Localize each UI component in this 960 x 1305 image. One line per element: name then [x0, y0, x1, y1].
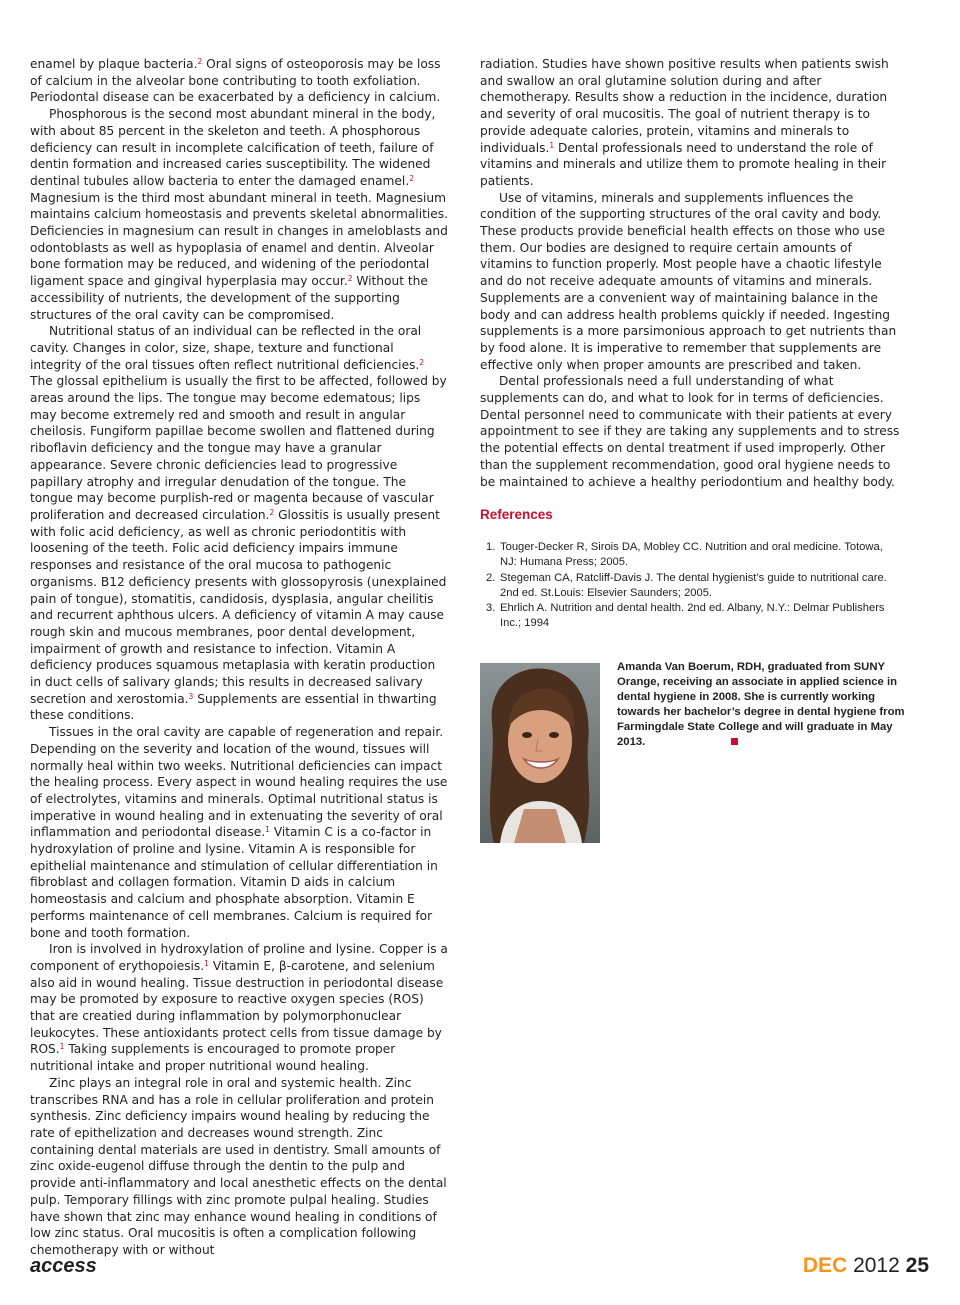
page-folio [803, 1254, 929, 1278]
paragraph: Zinc plays an integral role in oral and systemic health. Zinc transcribes RNA and has a role in cellular proliferation and protein synthesis. Zinc deficiency impairs wound healing by reducing the rate of epithelization and decreases wound strength. Zinc containing dental materials are used in dentistry. Small amounts of zinc oxide-eugenol diffuse through the dentin to the pulp and provide anti-inflammatory and local anesthetic effects on the dental pulp. Temporary fillings with zinc promote pulpal healing. Studies have shown that zinc may enhance wound healing in conditions of low zinc status. Oral mucositis is often a complication following chemotherapy with or without [30, 1075, 447, 1257]
page-number: 25 [905, 1254, 929, 1277]
paragraph: Tissues in the oral cavity are capable of regeneration and repair. Depending on the severity and location of the wound, tissues will normally heal within two weeks. Nutritional deficiencies can impact the healing process. Every aspect in wound healing requires the use of electrolytes, vitamins and minerals. Optimal nutritional status is imperative in wound healing and in extenuating the severity of oral inflammation and periodontal disease.$^1$ Vitamin C is a co-factor in hydroxylation of proline and lysine. Vitamin A is responsible for epithelial maintenance and stimulation of cellular differentiation in fibroblast and collagen formation. Vitamin D aids in calcium homeostasis and calcium and phosphate absorption. Vitamin E performs maintenance of cell membranes. Calcium is required for bone and tooth formation. [30, 725, 448, 940]
paragraph: enamel by plaque bacteria.$^2$ Oral signs of osteoporosis may be loss of calcium in the alveolar bone contributing to tooth exfoliation. Periodontal disease can be exacerbated by a deficiency in calcium. [30, 57, 441, 105]
issue-year: 2012 [853, 1254, 900, 1277]
paragraph: Dental professionals need a full understanding of what supplements can do, and what to look for in terms of deficiencies. Dental personnel need to communicate with their patients at every appointment to see if they are taking any supplements and to stress the potential effects on dental treatment if used improperly. Other than the supplement recommendation, good oral hygiene needs to be maintained to achieve a healthy periodontium and healthy body. [480, 374, 900, 489]
author-portrait [480, 663, 600, 843]
paragraph: Nutritional status of an individual can be reflected in the oral cavity. Changes in color, size, shape, texture and functional integrity of the oral tissues often reflect nutritional deficiencies.$^2$ The glossal epithelium is usually the first to be affected, followed by areas around the lips. The tongue may become edematous; lips may become extremely red and smooth and result in angular cheilosis. Fungiform papillae become swollen and flattened during riboflavin deficiency and the tongue may have a granular appearance. Severe chronic deficiencies lead to progressive papillary atrophy and irregular denudation of the tongue. The tongue may become purplish-red or magenta because of vascular proliferation and decreased circulation.$^2$ Glossitis is usually present with folic acid deficiency, as well as chronic periodontitis with loosening of the teeth. Folic acid deficiency impairs immune responses and resistance of the oral mucosa to pathogenic organisms. B12 deficiency presents with glossopyrosis (unexplained pain of tongue), stomatitis, candidosis, dysplasia, angular cheilitis and recurrent aphthous ulcers. A deficiency of vitamin A may cause rough skin and mucous membranes, poor dental development, impairment of growth and resistance to infection. Vitamin A deficiency produces squamous metaplasia with keratin production in duct cells of salivary glands; this results in decreased salivary secretion and xerostomia.$^3$ Supplements are essential in thwarting these conditions. [30, 324, 447, 723]
paragraph: Phosphorous is the second most abundant mineral in the body, with about 85 percent in the skeleton and teeth. A phosphorous deficiency can result in incomplete calcification of teeth, failure of dentin formation and increased caries susceptibility. The widened dentinal tubules allow bacteria to enter the damaged enamel.$^2$ Magnesium is the third most abundant mineral in teeth. Magnesium maintains calcium homeostasis and prevents skeletal abnormalities. Deficiencies in magnesium can result in changes in ameloblasts and odontoblasts as well as hypoplasia of enamel and dentin. Alveolar bone formation may be reduced, and widening of the periodontal ligament space and gingival hyperplasia may occur.$^2$ Without the accessibility of nutrients, the development of the supporting structures of the oral cavity can be compromised. [30, 107, 448, 322]
issue-month: DEC [802, 1254, 848, 1277]
paragraph: Iron is involved in hydroxylation of proline and lysine. Copper is a component of erythopoiesis.$^1$ Vitamin E, β-carotene, and selenium also aid in wound healing. Tissue destruction in periodontal disease may be promoted by exposure to reactive oxygen species (ROS) that are creatied during inflammation by polymorphonuclear leukocytes. These antioxidants protect cells from tissue damage by ROS.$^1$ Taking supplements is encouraged to promote proper nutritional intake and proper nutritional wound healing. [30, 942, 448, 1074]
article-right-column [480, 56, 900, 490]
reference-item: 1. Touger-Decker R, Sirois DA, Mobley CC. Nutrition and oral medicine. Totowa, NJ: Humana Press; 2005. [486, 541, 883, 569]
end-mark-icon [731, 738, 738, 745]
reference-item: 2. Stegeman CA, Ratcliff-Davis J. The dental hygienist’s guide to nutritional care. 2nd ed. St.Louis: Elsevier Saunders; 2005. [486, 571, 887, 599]
paragraph: Use of vitamins, minerals and supplements influences the condition of the supporting structures of the oral cavity and body. These products provide beneficial health effects on those who use them. Our bodies are designed to require certain amounts of vitamins to function properly. Most people have a chaotic lifestyle and do not receive adequate amounts of vitamins and minerals. Supplements are a convenient way of maintaining balance in the body and can address health problems quickly if needed. Ingesting supplements is a more parsimonious approach to get nutrients than by food alone. It is imperative to remember that supplements are effective only when proper amounts are prescribed and taken. [480, 190, 897, 372]
article-left-column [30, 56, 448, 1259]
reference-item: 3. Ehrlich A. Nutrition and dental health. 2nd ed. Albany, N.Y.: Delmar Publishers Inc.; 1994 [486, 602, 885, 630]
references-list [486, 540, 900, 632]
paragraph: radiation. Studies have shown positive results when patients swish and swallow an oral glutamine solution during and after chemotherapy. Results show a reduction in the incidence, duration and severity of oral mucositis. The goal of nutrient therapy is to provide adequate calories, protein, vitamins and minerals to individuals.$^1$ Dental professionals need to understand the role of vitamins and minerals and utilize them to promote healing in their patients. [480, 57, 889, 188]
author-bio: Amanda Van Boerum, RDH, graduated from SUNY Orange, receiving an associate in applied science in dental hygiene in 2008. She is currently working towards her bachelor’s degree in dental hygiene from Farmingdale State College and will graduate in May 2013. [617, 661, 905, 749]
magazine-brand: access [30, 1255, 97, 1277]
author-portrait-icon [480, 663, 600, 843]
references-heading: References [480, 507, 553, 522]
